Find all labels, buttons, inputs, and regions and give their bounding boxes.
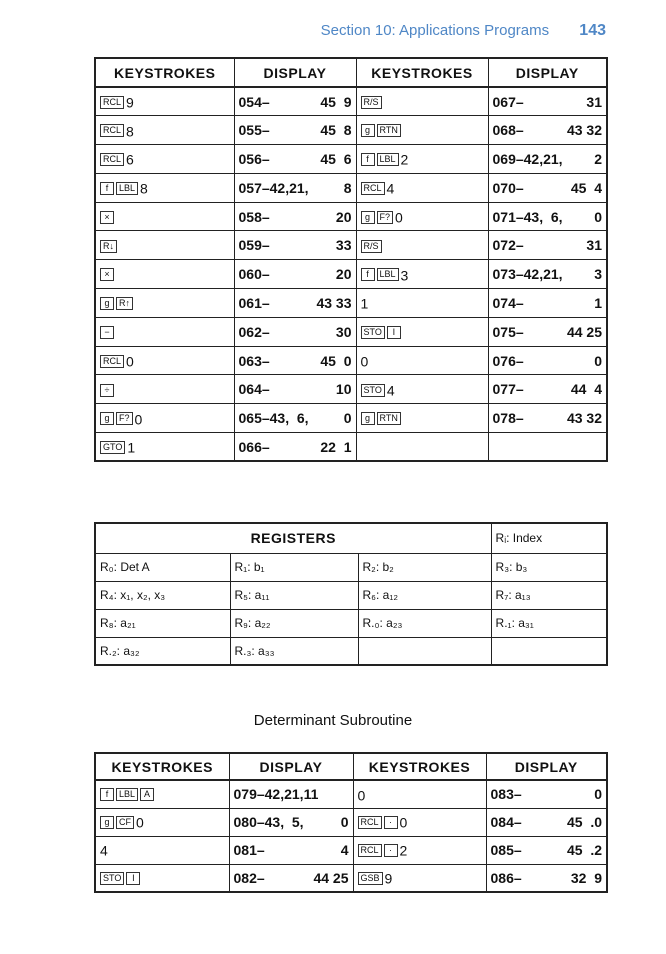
display-cell [234, 145, 356, 174]
key-icon: RCL [358, 816, 382, 829]
display-line: 079–42,21,11 [233, 786, 319, 803]
keystroke-param: 0 [399, 814, 408, 831]
keystroke-cell [95, 260, 234, 289]
display-line: 054– [238, 93, 270, 110]
keystroke-cell [353, 836, 486, 864]
display-cell [234, 404, 356, 433]
display-line: 067– [492, 93, 524, 110]
display-cell [488, 116, 607, 145]
display-code: 8 [343, 179, 352, 196]
display-code: 32 9 [570, 869, 602, 886]
display-line: 084– [490, 814, 522, 830]
display-code: 44 25 [566, 323, 602, 340]
display-code: 43 32 [566, 122, 602, 139]
display-code: 31 [586, 237, 602, 254]
display-cell [488, 346, 607, 375]
display-code: 0 [594, 352, 602, 369]
display-code: 1 [594, 294, 602, 311]
display-cell [234, 260, 356, 289]
display-cell [229, 836, 353, 864]
keystroke-param: 0 [136, 814, 144, 831]
keystroke-param: 0 [126, 353, 134, 370]
keystroke-param: 0 [360, 353, 369, 370]
display-code: 30 [335, 323, 352, 340]
key-icon: g [100, 412, 114, 425]
keystroke-cell [95, 808, 229, 836]
key-icon: R↓ [100, 240, 117, 253]
keystroke-cell [356, 173, 488, 202]
display-cell [234, 116, 356, 145]
registers-title: REGISTERS [95, 523, 491, 553]
keystroke-param: 9 [384, 870, 393, 887]
key-icon: g [361, 412, 375, 425]
display-line: 062– [238, 323, 270, 340]
keystroke-param: 4 [386, 180, 395, 197]
register-cell: R₁: b₁ [230, 553, 358, 581]
keystroke-cell [356, 375, 488, 404]
display-line: 076– [492, 352, 524, 369]
display-code: 45 0 [320, 352, 352, 369]
keystroke-cell [95, 346, 234, 375]
keystroke-cell [356, 231, 488, 260]
keystroke-cell [95, 375, 234, 404]
col-header-keystrokes: KEYSTROKES [95, 58, 234, 87]
display-code: 4 [340, 842, 349, 858]
table-row [95, 289, 607, 318]
display-cell [234, 375, 356, 404]
key-icon: GSB [358, 872, 383, 885]
keystroke-cell [356, 404, 488, 433]
display-code: 43 33 [316, 294, 352, 311]
display-code: 43 32 [566, 410, 602, 427]
key-icon: R/S [361, 240, 382, 253]
key-icon: × [100, 268, 114, 281]
display-code: 45 .2 [566, 842, 602, 858]
display-line: 063– [238, 352, 270, 369]
keystroke-cell [356, 116, 488, 145]
register-cell [491, 637, 607, 665]
display-line: 058– [238, 208, 270, 225]
key-icon: LBL [116, 182, 138, 195]
display-line: 061– [238, 294, 270, 311]
key-icon: · [384, 844, 398, 857]
display-code: 45 9 [320, 93, 352, 110]
key-icon: RCL [358, 844, 382, 857]
display-line: 057–42,21, [238, 179, 309, 196]
display-line: 070– [492, 179, 524, 196]
display-code: 45 6 [320, 150, 352, 167]
display-code: 22 1 [320, 438, 352, 455]
display-line: 075– [492, 323, 524, 340]
figure-caption: Determinant Subroutine [253, 712, 413, 729]
key-icon: f [100, 788, 114, 801]
col-header-display: DISPLAY [229, 753, 353, 780]
display-line: 072– [492, 237, 524, 254]
display-cell [234, 433, 356, 462]
display-line: 073–42,21, [492, 266, 563, 283]
register-cell: R₈: a₂₁ [95, 609, 230, 637]
table-row [95, 202, 607, 231]
keystroke-cell [353, 864, 486, 892]
display-line: 077– [492, 381, 524, 398]
keystroke-param: 0 [134, 410, 143, 427]
display-line: 086– [490, 869, 522, 886]
display-cell [234, 289, 356, 318]
display-line: 082– [233, 869, 265, 886]
display-code: 44 4 [570, 381, 602, 398]
key-icon: RCL [100, 124, 124, 137]
display-line: 065–43, 6, [238, 410, 309, 427]
register-cell: R₇: a₁₃ [491, 581, 607, 609]
display-line: 080–43, 5, [233, 814, 304, 830]
display-line: 083– [490, 786, 522, 803]
key-icon: × [100, 211, 114, 224]
display-cell [234, 173, 356, 202]
keystroke-param: 0 [395, 209, 403, 226]
key-icon: I [126, 872, 140, 885]
key-icon: f [361, 268, 375, 281]
keystroke-cell [353, 808, 486, 836]
key-icon: · [384, 816, 398, 829]
display-code: 33 [335, 237, 352, 254]
keystroke-param: 6 [126, 151, 134, 168]
register-cell: R₆: a₁₂ [358, 581, 491, 609]
page-number: 143 [579, 22, 606, 39]
key-icon: f [361, 153, 375, 166]
keystroke-cell [95, 173, 234, 202]
table-row [95, 404, 607, 433]
display-cell [234, 231, 356, 260]
keystroke-param: 9 [126, 94, 134, 111]
key-icon: g [361, 124, 375, 137]
display-line: 064– [238, 381, 270, 398]
register-cell: R.₂: a₃₂ [95, 637, 230, 665]
display-cell [486, 836, 607, 864]
register-cell: R₅: a₁₁ [230, 581, 358, 609]
keystroke-param: 2 [400, 151, 409, 168]
display-code: 10 [335, 381, 352, 398]
key-icon: RCL [100, 355, 124, 368]
col-header-keystrokes: KEYSTROKES [356, 58, 488, 87]
key-icon: CF [116, 816, 134, 829]
key-icon: RTN [377, 124, 401, 137]
display-cell [488, 289, 607, 318]
col-header-keystrokes: KEYSTROKES [353, 753, 486, 780]
display-code: 20 [335, 266, 352, 283]
table-row [95, 433, 607, 462]
keystroke-param: 4 [386, 382, 395, 399]
display-cell [486, 808, 607, 836]
display-cell [488, 433, 607, 462]
keystroke-cell [95, 836, 229, 864]
display-cell [488, 317, 607, 346]
display-cell [488, 404, 607, 433]
display-line: 060– [238, 266, 270, 283]
col-header-display: DISPLAY [234, 58, 356, 87]
table-row [95, 231, 607, 260]
display-line: 066– [238, 438, 270, 455]
keystroke-cell [95, 433, 234, 462]
key-icon: RCL [361, 182, 385, 195]
table-row [95, 346, 607, 375]
display-code: 45 8 [320, 122, 352, 139]
display-line: 068– [492, 122, 524, 139]
register-cell: R.₃: a₃₃ [230, 637, 358, 665]
col-header-keystrokes: KEYSTROKES [95, 753, 229, 780]
keystroke-cell [356, 260, 488, 289]
keystroke-cell [95, 780, 229, 808]
table-row [95, 87, 607, 116]
key-icon: F? [377, 211, 394, 224]
keystroke-param: 2 [399, 842, 408, 859]
keystroke-param: 4 [100, 842, 108, 859]
display-line: 071–43, 6, [492, 208, 563, 225]
display-line: 085– [490, 842, 522, 858]
key-icon: STO [361, 326, 385, 339]
keystroke-cell [95, 202, 234, 231]
keystroke-param: 1 [360, 295, 369, 312]
keystroke-param: 8 [126, 122, 134, 139]
display-cell [229, 780, 353, 808]
section-title: Section 10: Applications Programs [320, 22, 550, 39]
table-row [95, 116, 607, 145]
register-cell: R.₁: a₃₁ [491, 609, 607, 637]
display-code: 45 .0 [566, 814, 602, 830]
key-icon: STO [100, 872, 124, 885]
table-row [95, 864, 607, 892]
table-row [95, 780, 607, 808]
key-icon: LBL [377, 153, 399, 166]
key-icon: RCL [100, 153, 124, 166]
display-cell [234, 346, 356, 375]
key-icon: R↑ [116, 297, 133, 310]
page-header [0, 22, 606, 40]
registers-table [94, 522, 608, 666]
display-cell [488, 173, 607, 202]
keystroke-cell [95, 864, 229, 892]
display-code: 2 [594, 150, 602, 167]
keystroke-param: 1 [127, 439, 136, 456]
display-cell [234, 87, 356, 116]
key-icon: RTN [377, 412, 401, 425]
register-cell: R₀: Det A [95, 553, 230, 581]
display-code: 31 [586, 93, 602, 110]
table-row [95, 836, 607, 864]
keystroke-cell [356, 433, 488, 462]
display-cell [229, 808, 353, 836]
keystroke-cell [356, 202, 488, 231]
register-index: Rᵢ: Index [491, 523, 607, 553]
key-icon: − [100, 326, 114, 339]
keystroke-cell [356, 289, 488, 318]
table-row [95, 375, 607, 404]
display-code: 3 [594, 266, 602, 283]
display-cell [486, 780, 607, 808]
display-code: 0 [340, 814, 349, 830]
keystroke-cell [95, 116, 234, 145]
key-icon: STO [361, 384, 385, 397]
keystroke-param: 8 [140, 180, 148, 197]
col-header-display: DISPLAY [486, 753, 607, 780]
keystroke-cell [356, 346, 488, 375]
register-cell: R₂: b₂ [358, 553, 491, 581]
display-cell [488, 375, 607, 404]
col-header-display: DISPLAY [488, 58, 607, 87]
display-code: 44 25 [313, 869, 349, 886]
display-cell [488, 145, 607, 174]
display-code: 20 [335, 208, 352, 225]
display-code: 0 [343, 410, 352, 427]
display-cell [234, 317, 356, 346]
display-code: 0 [594, 208, 602, 225]
key-icon: A [140, 788, 154, 801]
display-cell [486, 864, 607, 892]
display-line: 056– [238, 150, 270, 167]
display-cell [488, 202, 607, 231]
display-cell [229, 864, 353, 892]
keystroke-cell [95, 87, 234, 116]
display-cell [488, 231, 607, 260]
display-code: 45 4 [570, 179, 602, 196]
program-table-1 [94, 57, 608, 462]
key-icon: g [100, 816, 114, 829]
key-icon: R/S [361, 96, 382, 109]
keystroke-cell [356, 145, 488, 174]
register-cell: R₉: a₂₂ [230, 609, 358, 637]
keystroke-cell [353, 780, 486, 808]
key-icon: g [361, 211, 375, 224]
key-icon: I [387, 326, 401, 339]
keystroke-cell [95, 289, 234, 318]
table-row [95, 260, 607, 289]
keystroke-cell [95, 145, 234, 174]
key-icon: g [100, 297, 114, 310]
key-icon: F? [116, 412, 133, 425]
keystroke-cell [95, 317, 234, 346]
display-line: 078– [492, 410, 524, 427]
display-line: 069–42,21, [492, 150, 563, 167]
keystroke-cell [356, 317, 488, 346]
display-cell [488, 87, 607, 116]
key-icon: LBL [377, 268, 399, 281]
register-cell: R₃: b₃ [491, 553, 607, 581]
display-cell [488, 260, 607, 289]
display-line: 074– [492, 294, 524, 311]
keystroke-param: 0 [357, 786, 366, 803]
keystroke-cell [95, 231, 234, 260]
keystroke-cell [356, 87, 488, 116]
table-row [95, 173, 607, 202]
key-icon: f [100, 182, 114, 195]
display-code: 0 [594, 786, 602, 803]
register-cell: R.₀: a₂₃ [358, 609, 491, 637]
keystroke-cell [95, 404, 234, 433]
display-line: 055– [238, 122, 270, 139]
display-cell [234, 202, 356, 231]
display-line: 081– [233, 842, 265, 858]
program-table-2 [94, 752, 608, 893]
table-row [95, 317, 607, 346]
key-icon: LBL [116, 788, 138, 801]
register-cell: R₄: x₁, x₂, x₃ [95, 581, 230, 609]
display-line: 059– [238, 237, 270, 254]
key-icon: ÷ [100, 384, 114, 397]
key-icon: GTO [100, 441, 125, 454]
key-icon: RCL [100, 96, 124, 109]
register-cell [358, 637, 491, 665]
table-row [95, 808, 607, 836]
keystroke-param: 3 [400, 266, 409, 283]
table-row [95, 145, 607, 174]
